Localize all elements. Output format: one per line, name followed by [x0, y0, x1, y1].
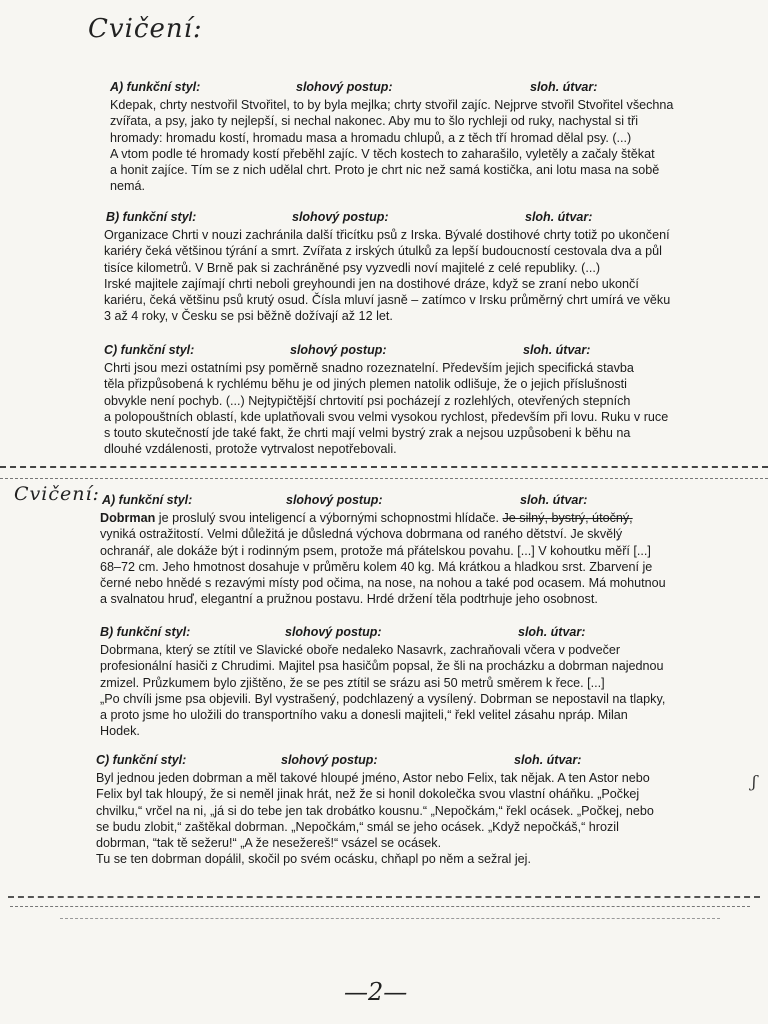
cut-line-shadow	[0, 478, 768, 479]
styl-label: B) funkční styl:	[106, 210, 197, 224]
text-line: s touto skutečností jde také fakt, že chrti mají velmi bystrý zrak a nejsou uzpůsobeni k běhu na	[104, 426, 631, 441]
ex1-text-b	[100, 227, 715, 325]
bottom-cut-line-3	[60, 918, 720, 919]
styl-label: C) funkční styl:	[104, 343, 195, 357]
utvar-label: sloh. útvar:	[530, 80, 598, 94]
ex2-section-b	[100, 625, 715, 740]
text-line: kariéru, čeká většinu psů krutý osud. Čísla mluví jasně – zatímco v Irsku průměrný chrt umírá ve věku	[104, 293, 671, 308]
text-line: Felix byl tak hloupý, že si neměl jinak hrát, než že si honil dokolečka svou vlastní oháňku. „Počkej	[96, 787, 640, 802]
utvar-label: sloh. útvar:	[518, 625, 586, 639]
text-line: Irské majitele zajímají chrti neboli greyhoundi jen na dostihové dráze, když se zraní nebo ukončí	[104, 276, 639, 291]
text-line: a svalnatou hruď, elegantní a pružnou postavu. Hrdé držení těla podtrhuje jeho osobnost.	[100, 592, 598, 607]
text-line: zvířata, a psy, jako ty nejlepší, si nechal nakonec. Aby mu to šlo rychleji od ruky, nachystal si tři	[110, 114, 639, 129]
text-line: tisíce kilometrů. V Brně pak si zachráněné psy vyzvedli noví majitelé z celé republiky. (...)	[104, 260, 601, 275]
ex2-text-b	[100, 642, 715, 740]
styl-label: A) funkční styl:	[102, 493, 193, 507]
text-line: dobrman, “tak tě sežeru!“ „A že nesežereš!“ vsázel se ocásek.	[96, 836, 442, 851]
text-line: zmizel. Průzkumem bylo zjištěno, že se pes ztítil se srázu asi 50 metrů směrem k řece. [...]	[100, 675, 605, 690]
text-line: obvykle není pochyb. (...) Nejtypičtější chrtovití psi pocházejí z rozlehlých, otevřených stepních	[104, 393, 631, 408]
section-header	[96, 753, 721, 769]
postup-label: slohový postup:	[296, 80, 393, 94]
text-line: Chrti jsou mezi ostatními psy poměrně snadno rozeznatelní. Především jejich specifická stavba	[104, 361, 634, 375]
handwritten-title: Cvičení:	[88, 14, 203, 44]
ex1-section-b	[100, 210, 715, 325]
utvar-label: sloh. útvar:	[525, 210, 593, 224]
text-line: černé nebo hnědé s rezavými místy pod očima, na nose, na nohou a také pod ocasem. Má mohutnou	[100, 576, 666, 591]
text-line: vyniká ostražitostí. Velmi důležitá je důsledná výchova dobrmana od raného dětství. Je skvělý	[100, 527, 623, 542]
styl-label: A) funkční styl:	[110, 80, 201, 94]
text-line: 3 až 4 roky, v Česku se psi běžně dožívají až 12 let.	[104, 309, 393, 324]
text-line: se budu zlobit,“ zaštěkal dobrman. „Nepočkám,“ smál se jeho ocásek. „Když nepočkáš,“ hrozil	[96, 819, 619, 834]
margin-mark: ʃ	[752, 772, 757, 791]
styl-label: C) funkční styl:	[96, 753, 187, 767]
postup-label: slohový postup:	[290, 343, 387, 357]
postup-label: slohový postup:	[286, 493, 383, 507]
ex2-text-c	[96, 770, 721, 868]
ex2-section-c	[96, 753, 721, 868]
text-line: „Po chvíli jsme psa objevili. Byl vystrašený, podchlazený a vysílený. Dobrman se nepostavil na tlapky,	[100, 691, 666, 706]
ex1-section-c	[100, 343, 715, 458]
text-line: kariéry čeká většinou týrání a smrt. Zvířata z irských útulků za lepší budoucností cestovala dva a půl	[104, 244, 662, 259]
text-line: 68–72 cm. Jeho hmotnost dosahuje v průměru kolem 40 kg. Má krátkou a hladkou srst. Zbarvení je	[100, 559, 653, 574]
text-line: Dobrmana, který se ztítil ve Slavické oboře nedaleko Nasavrk, zachraňovali včera v podvečer	[100, 643, 621, 657]
section-header	[100, 625, 715, 641]
utvar-label: sloh. útvar:	[523, 343, 591, 357]
text-line: A vtom podle té hromady kostí přeběhl zajíc. V těch kostech to zaharašilo, vyletěly a začaly štěkat	[110, 146, 655, 161]
ex1-text-a	[100, 97, 715, 195]
ex1-section-a	[100, 80, 715, 195]
first-word: Dobrman	[100, 511, 156, 525]
text-line: těla přizpůsobená k rychlému běhu je od jiných plemen natolik odlišuje, že o jejich příslušnosti	[104, 377, 627, 392]
section-header	[100, 493, 715, 509]
ex1-text-c	[100, 360, 715, 458]
styl-label: B) funkční styl:	[100, 625, 191, 639]
bottom-cut-line	[8, 896, 760, 898]
utvar-label: sloh. útvar:	[514, 753, 582, 767]
text-line: a polopouštních oblastí, kde uplatňovali svou velmi vysokou rychlost, především při lovu. Ruku v ruce	[104, 409, 669, 424]
text-line: dlouhé vzdálenosti, protože vytrvalost nepotřebovali.	[104, 442, 397, 457]
first-line-rest: je proslulý svou inteligencí a výbornými schopnostmi hlídače.	[155, 511, 503, 525]
section-header	[100, 80, 715, 96]
ex2-text-a	[100, 510, 715, 608]
text-line: nemá.	[110, 179, 146, 194]
utvar-label: sloh. útvar:	[520, 493, 588, 507]
handwritten-page-number: —2—	[344, 978, 408, 1006]
section-header	[100, 210, 715, 226]
text-line: Organizace Chrti v nouzi zachránila další třicítku psů z Irska. Bývalé dostihové chrty totiž po ukončení	[104, 228, 670, 242]
text-line: Byl jednou jeden dobrman a měl takové hloupé jméno, Astor nebo Felix, tak nějak. A ten Astor nebo	[96, 771, 650, 785]
section-header	[100, 343, 715, 359]
postup-label: slohový postup:	[292, 210, 389, 224]
text-line: a honit zajíce. Tím se z nich udělal chrt. Proto je chrt nic než samá kostička, ani lotu masa na sobě	[110, 163, 660, 178]
struck-text: Je silný, bystrý, útočný,	[502, 511, 633, 525]
text-line: hromady: hromadu kostí, hromadu masa a hromadu chlupů, a z těch tří hromad dělal psy. (...)	[110, 130, 632, 145]
ex2-section-a	[100, 493, 715, 608]
postup-label: slohový postup:	[281, 753, 378, 767]
text-line: Hodek.	[100, 724, 140, 739]
cut-line	[0, 466, 768, 468]
handwritten-title-2: Cvičení:	[14, 483, 100, 505]
text-line: Tu se ten dobrman dopálil, skočil po svém ocásku, chňapl po něm a sežral jej.	[96, 852, 531, 867]
text-line	[100, 510, 715, 526]
text-line: Kdepak, chrty nestvořil Stvořitel, to by byla mejlka; chrty stvořil zajíc. Nejprve stvořil Stvořitel všechna	[110, 98, 674, 112]
text-line: profesionální hasiči z Chrudimi. Majitel psa hasičům popsal, že šli na procházku a dobrman najednou	[100, 659, 664, 674]
text-line: ochranář, ale dokáže být i rodinným psem, protože má přátelskou povahu. [...] V kohoutku měří [...]	[100, 543, 651, 558]
postup-label: slohový postup:	[285, 625, 382, 639]
bottom-cut-line-2	[10, 906, 750, 907]
text-line: chvilku,“ vrčel na ni, „já si do tebe jen tak drobátko kousnu.“ „Nepočkám,“ řekl ocásek. „Počkej, nebo	[96, 803, 654, 818]
text-line: a proto jsme ho uložili do transportního vaku a donesli majiteli,“ řekl velitel zásahu npráp. Milan	[100, 708, 628, 723]
